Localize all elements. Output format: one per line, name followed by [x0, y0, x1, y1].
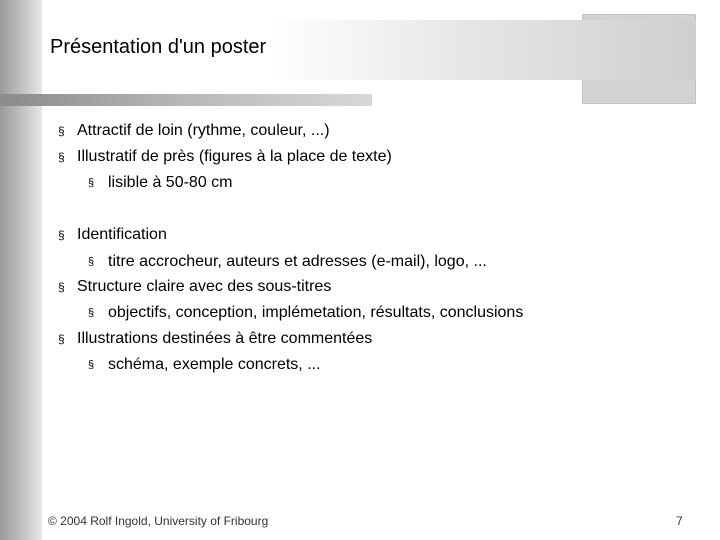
title-band — [42, 20, 696, 80]
left-decorative-bar — [0, 0, 42, 540]
bullet-marker: § — [58, 280, 65, 294]
page-number: 7 — [676, 514, 683, 528]
bullet-text: Identification — [77, 226, 167, 243]
bullet-marker: § — [88, 256, 95, 268]
bullet-text: schéma, exemple concrets, ... — [108, 356, 321, 373]
bullet-text: lisible à 50-80 cm — [108, 174, 233, 191]
bullet-text: Structure claire avec des sous-titres — [77, 278, 332, 295]
bullet-marker: § — [88, 177, 95, 189]
bullet-marker: § — [58, 124, 65, 138]
slide-footer: © 2004 Rolf Ingold, University of Fribourg — [48, 514, 269, 528]
bullet-marker: § — [58, 150, 65, 164]
bullet-text: objectifs, conception, implémetation, résultats, conclusions — [108, 304, 524, 321]
bullet-text: Illustrations destinées à être commentées — [77, 330, 373, 347]
bullet-marker: § — [88, 307, 95, 319]
slide-title: Présentation d'un poster — [50, 36, 267, 58]
bullet-text: titre accrocheur, auteurs et adresses (e-mail), logo, ... — [108, 253, 487, 270]
bullet-text: Illustratif de près (figures à la place de texte) — [77, 148, 392, 165]
bullet-marker: § — [58, 228, 65, 242]
title-underline-bar — [0, 94, 372, 106]
bullet-text: Attractif de loin (rythme, couleur, ...) — [77, 122, 330, 139]
bullet-marker: § — [88, 359, 95, 371]
bullet-marker: § — [58, 332, 65, 346]
